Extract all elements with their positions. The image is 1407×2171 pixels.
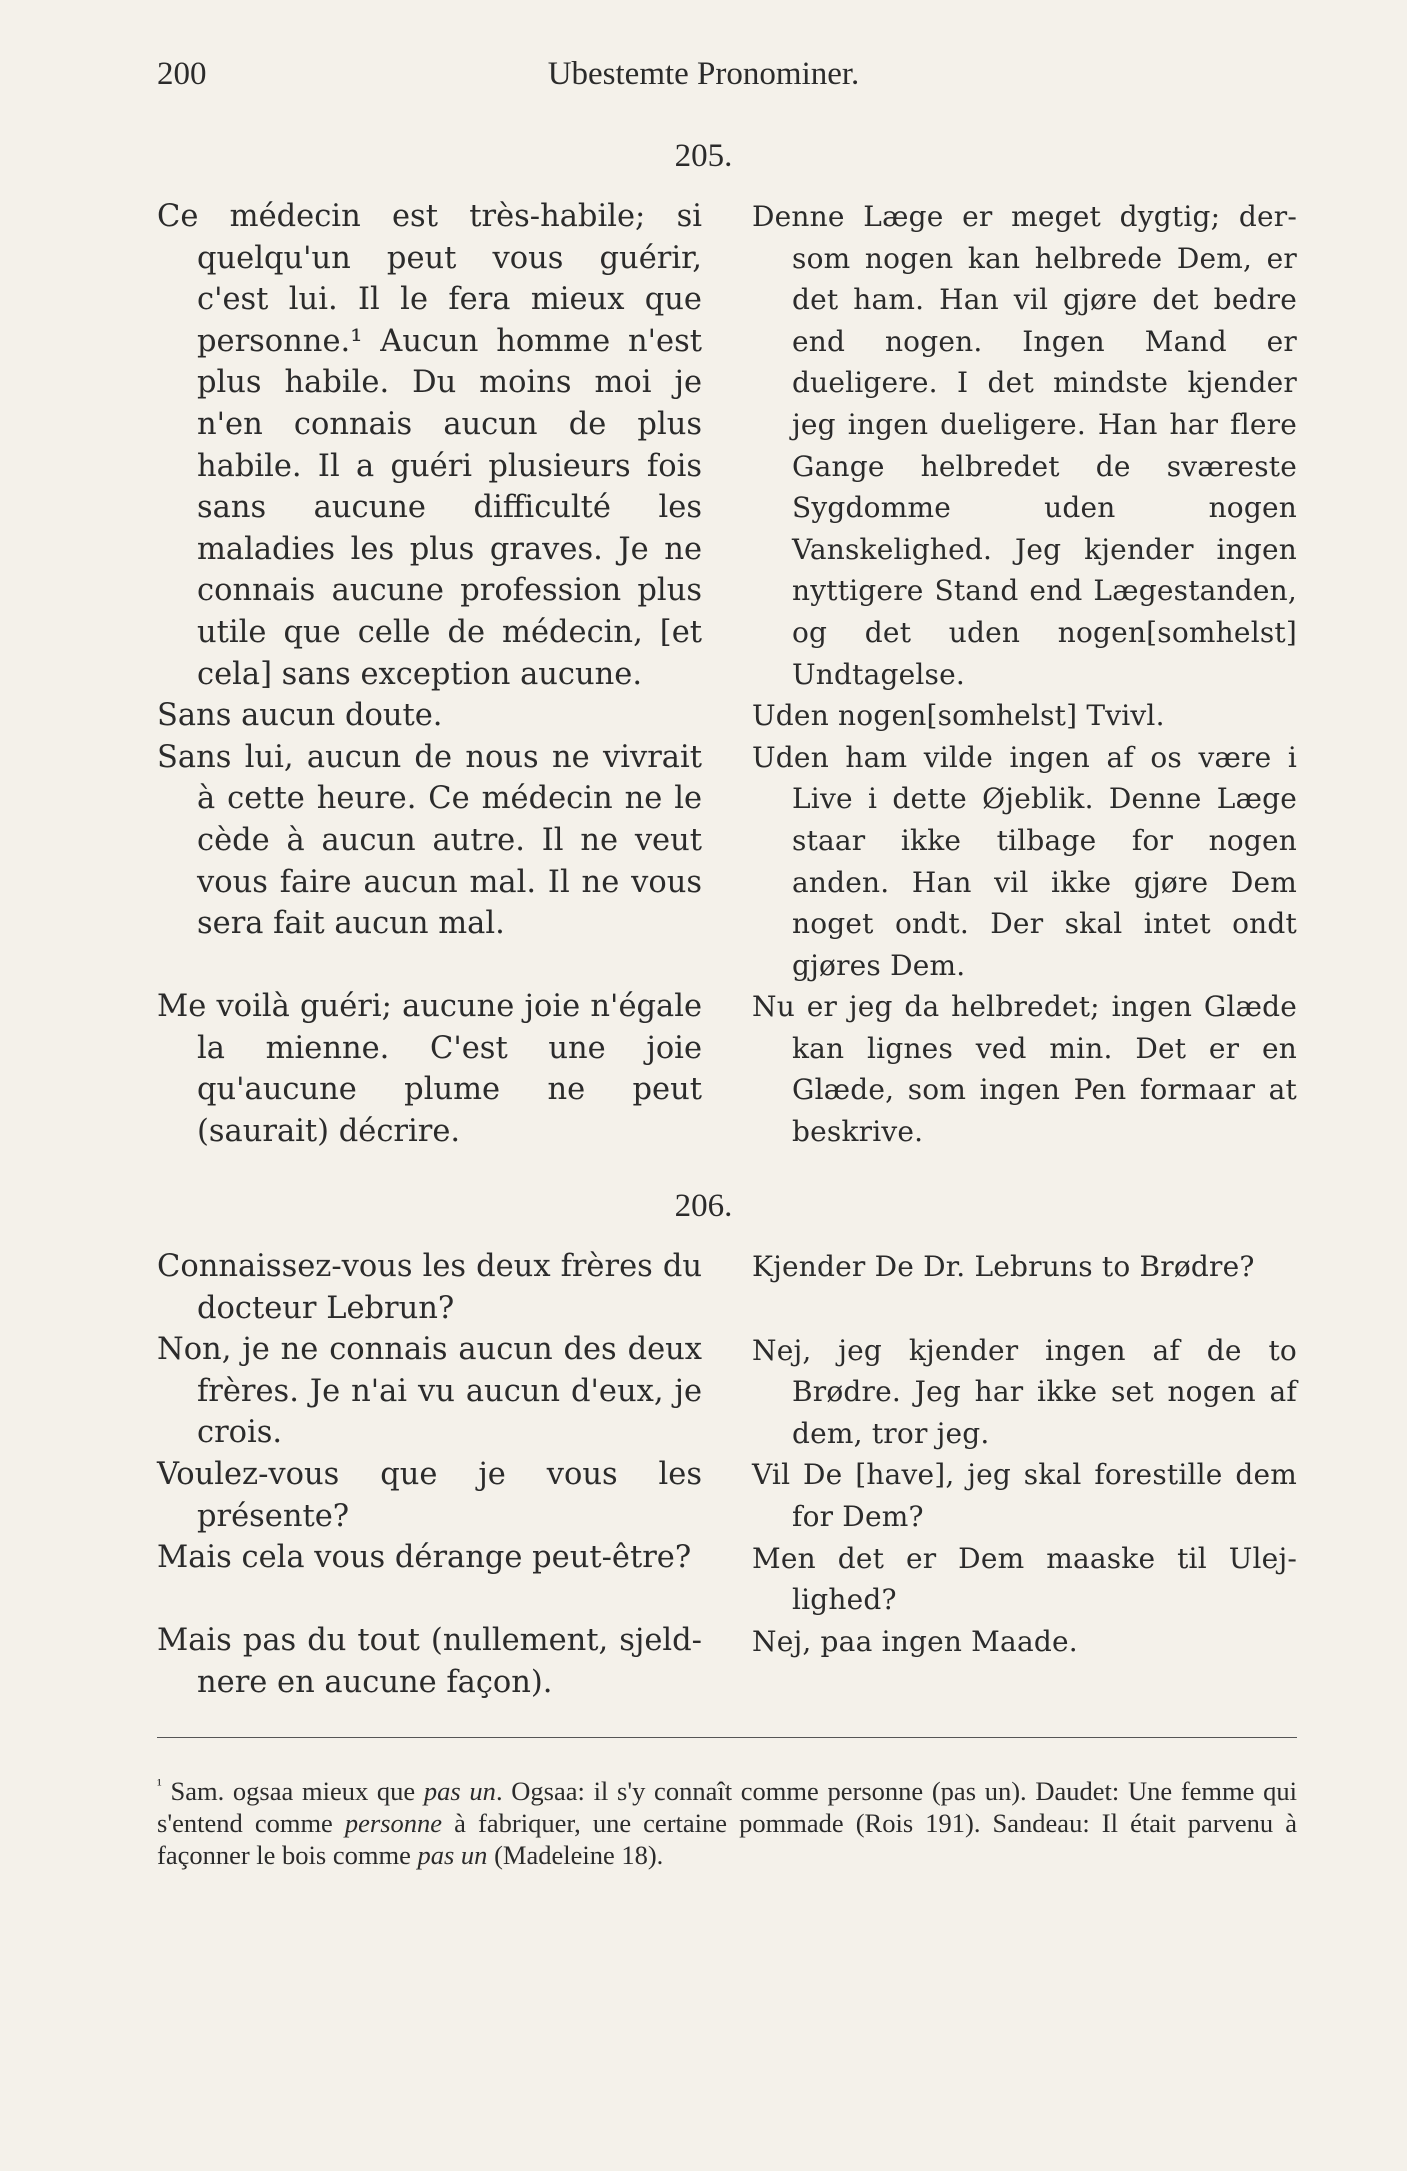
footnote-text: à fabriquer, une certaine pommade (Rois 191). Sandeau: Il était parvenu à façonner le bois comme: [157, 1808, 1297, 1870]
running-title: Ubestemte Pronominer.: [547, 56, 860, 92]
french-paragraph: Me voilà guéri; aucune joie n'égale la mienne. C'est une joie qu'aucune plume ne peut (saurait) décrire.: [157, 989, 702, 1150]
danish-paragraph: Uden nogen[somhelst] Tvivl.: [752, 699, 1165, 733]
french-paragraph: Sans lui, aucun de nous ne vivrait à cette heure. Ce médecin ne le cède à aucun autre. Il ne veut vous faire aucun mal. Il ne vous sera fait aucun mal.: [157, 739, 702, 942]
french-paragraph: Ce médecin est très-habile; si quelqu'un peut vous guérir, c'est lui. Il le fera mieux que personne.¹ Aucun homme n'est plus habile. Du moins moi je n'en connais aucun de plus habile. Il a guéri plusieurs fois sans aucune difficulté les maladies les plus graves. Je ne connais aucune profession plus utile que celle de médecin, [et cela] sans exception aucune.: [157, 199, 702, 692]
french-paragraph: Connaissez-vous les deux frères du docteur Lebrun?: [157, 1249, 702, 1326]
footnote-text: (Madeleine 18).: [487, 1840, 664, 1870]
footnote: [157, 1775, 1297, 1871]
footnote-emphasis: personne: [344, 1808, 443, 1838]
section-206-danish: [752, 1246, 1297, 1662]
spacer: [752, 1288, 1297, 1330]
footnote-emphasis: pas un: [417, 1840, 488, 1870]
footnote-text: . Ogsaa: il s'y connaît comme personne (pas un). Daudet: Une femme qui s'entend comme: [157, 1776, 1297, 1838]
section-205-danish: [752, 196, 1297, 1153]
page-number: 200: [157, 56, 207, 92]
french-paragraph: Mais cela vous dérange peut-être?: [157, 1540, 692, 1576]
danish-paragraph: Kjender De Dr. Lebruns to Brødre?: [752, 1250, 1255, 1283]
footnote-marker: ¹: [157, 1777, 162, 1795]
section-number-205: 205.: [674, 138, 733, 174]
section-number-206: 206.: [674, 1188, 733, 1224]
french-paragraph: Non, je ne connais aucun des deux frères. Je n'ai vu aucun d'eux, je crois.: [157, 1332, 702, 1451]
danish-paragraph: Vil De [have], jeg skal forestille dem for Dem?: [752, 1458, 1297, 1533]
danish-paragraph: Nej, paa ingen Maade.: [752, 1624, 1078, 1658]
danish-paragraph: Men det er Dem maaske til Ulej-lighed?: [752, 1541, 1297, 1617]
footnote-emphasis: pas un: [423, 1776, 496, 1806]
footnote-text: Sam. ogsaa mieux que: [170, 1776, 424, 1806]
danish-paragraph: Denne Læge er meget dygtig; der-som nogen kan helbrede Dem, er det ham. Han vil gjøre det bedre end nogen. Ingen Mand er dueligere. I det mindste kjender jeg ingen dueligere. Han har flere Gange helbredet de sværeste Sygdomme uden nogen Vanskelighed. Jeg kjender ingen nyttigere Stand end Lægestanden, og det uden nogen[somhelst] Undtagelse.: [752, 200, 1297, 691]
danish-paragraph: Uden ham vilde ingen af os være i Live i dette Øjeblik. Denne Læge staar ikke tilbage for nogen anden. Han vil ikke gjøre Dem noget ondt. Der skal intet ondt gjøres Dem.: [752, 740, 1297, 982]
section-205-french: [157, 196, 702, 1153]
spacer: [157, 945, 702, 987]
french-paragraph: Voulez-vous que je vous les présente?: [157, 1456, 702, 1534]
french-paragraph: Sans aucun doute.: [157, 698, 443, 734]
section-206-french: [157, 1246, 702, 1704]
spacer: [157, 1579, 702, 1621]
footnote-divider: [157, 1737, 1297, 1738]
french-paragraph: Mais pas du tout (nullement, sjeld-nere en aucune façon).: [157, 1623, 702, 1700]
danish-paragraph: Nej, jeg kjender ingen af de to Brødre. Jeg har ikke set nogen af dem, tror jeg.: [752, 1333, 1297, 1450]
danish-paragraph: Nu er jeg da helbredet; ingen Glæde kan lignes ved min. Det er en Glæde, som ingen Pen formaar at beskrive.: [752, 990, 1297, 1149]
